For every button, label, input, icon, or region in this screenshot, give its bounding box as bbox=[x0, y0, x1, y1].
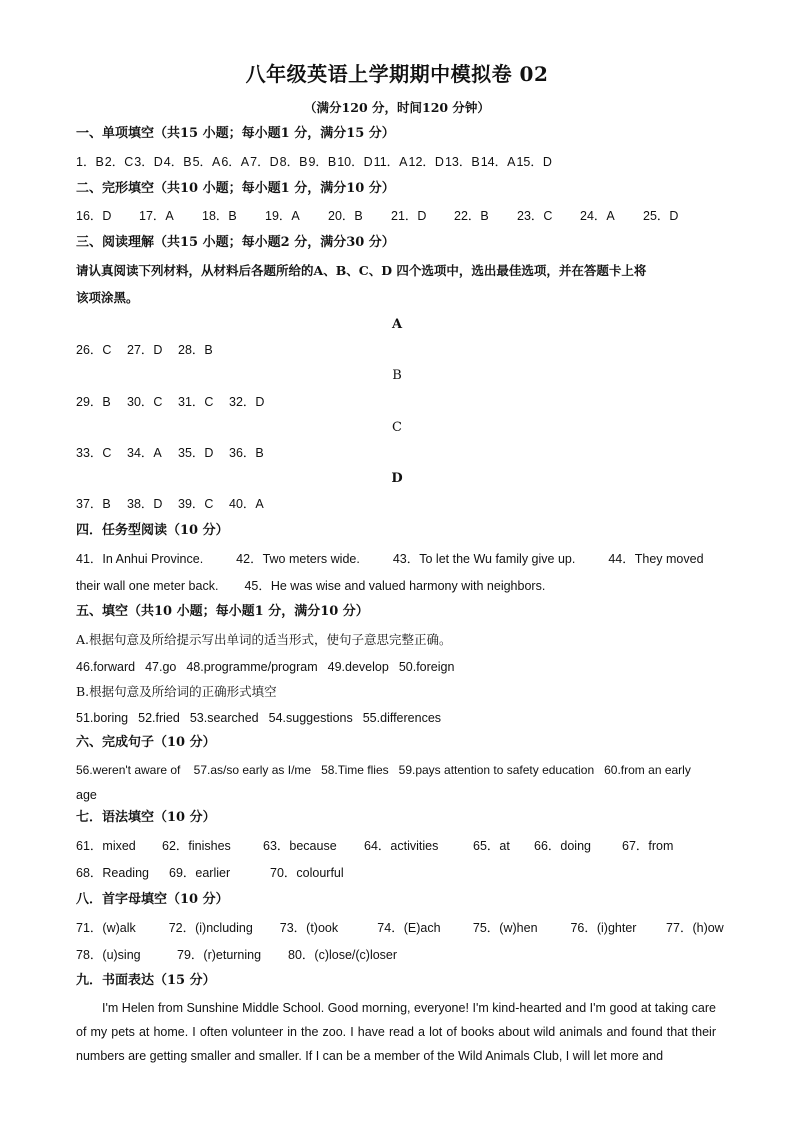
answer-item: 20．B bbox=[328, 209, 363, 223]
section-7-answers-row1 bbox=[76, 837, 724, 855]
answer-item: 76．(i)ghter bbox=[570, 921, 637, 935]
answer-item: 50.foreign bbox=[398, 660, 455, 674]
section-5-part-a-instruction: A.根据句意及所给提示写出单词的适当形式，使句子意思完整正确。 bbox=[76, 632, 452, 647]
section-2-answers bbox=[76, 207, 724, 225]
section-8-heading: 八．首字母填空（10 分） bbox=[76, 892, 229, 907]
section-6-answers-line2: age bbox=[76, 788, 97, 802]
answer-item: 74．(E)ach bbox=[377, 921, 441, 935]
answer-44: 44．They moved bbox=[608, 552, 704, 566]
answer-item: 47.go bbox=[145, 660, 177, 674]
answer-item: 70．colourful bbox=[270, 866, 344, 880]
part-c-answers bbox=[76, 444, 724, 462]
answer-item: 61．mixed bbox=[76, 839, 136, 853]
answer-item: 10．D bbox=[337, 155, 373, 169]
answer-45: 45．He was wise and valued harmony with neighbors. bbox=[244, 579, 546, 593]
answer-item: 31．C bbox=[178, 395, 214, 409]
answer-item: 52.fried bbox=[138, 711, 180, 725]
answer-item: 35．D bbox=[178, 446, 214, 460]
answer-item: 19．A bbox=[265, 209, 300, 223]
answer-item: 4．B bbox=[163, 155, 192, 169]
answer-44-cont: their wall one meter back. bbox=[76, 579, 219, 593]
answer-item: 80．(c)lose/(c)loser bbox=[288, 948, 398, 962]
answer-item: 62．finishes bbox=[162, 839, 231, 853]
answer-item: 77．(h)ow bbox=[666, 921, 724, 935]
answer-item: 64．activities bbox=[364, 839, 439, 853]
section-2-heading: 二、完形填空（共10 小题；每小题1 分，满分10 分） bbox=[76, 181, 395, 196]
section-3-instruction-cont: 该项涂黑。 bbox=[76, 290, 139, 305]
part-label-a: A bbox=[391, 317, 403, 332]
section-3-heading: 三、阅读理解（共15 小题；每小题2 分，满分30 分） bbox=[76, 235, 395, 250]
part-b-answers bbox=[76, 393, 724, 411]
answer-item: 75．(w)hen bbox=[472, 921, 538, 935]
section-4-answers-line2 bbox=[76, 577, 724, 595]
answer-item: 49.develop bbox=[327, 660, 389, 674]
section-6-answers-line1: 56.weren't aware of 57.as/so early as I/me 58.Time flies 59.pays attention to safety education 60.from an early bbox=[76, 763, 691, 777]
answer-item: 48.programme/program bbox=[186, 660, 318, 674]
answer-item: 6．A bbox=[221, 155, 250, 169]
answer-item: 69．earlier bbox=[169, 866, 231, 880]
section-7-heading: 七．语法填空（10 分） bbox=[76, 810, 216, 825]
section-7-answers-row2 bbox=[76, 864, 724, 882]
answer-item: 12．D bbox=[408, 155, 444, 169]
answer-item: 28．B bbox=[178, 343, 213, 357]
answer-41: 41．In Anhui Province. bbox=[76, 552, 204, 566]
answer-item: 34．A bbox=[127, 446, 162, 460]
answer-item: 9．B bbox=[308, 155, 337, 169]
section-8-answers-row1 bbox=[76, 919, 724, 937]
answer-item: 55.differences bbox=[362, 711, 442, 725]
answer-item: 51.boring bbox=[76, 711, 129, 725]
section-5-part-a-answers bbox=[76, 658, 724, 676]
section-5-part-b-instruction: B.根据句意及所给词的正确形式填空 bbox=[76, 684, 277, 699]
answer-item: 1．B bbox=[76, 155, 104, 169]
answer-item: 7．D bbox=[250, 155, 279, 169]
answer-item: 3．D bbox=[134, 155, 163, 169]
answer-item: 78．(u)sing bbox=[76, 948, 141, 962]
answer-item: 46.forward bbox=[76, 660, 136, 674]
page-subtitle: （满分120 分，时间120 分钟） bbox=[304, 100, 490, 115]
answer-item: 18．B bbox=[202, 209, 237, 223]
answer-item: 67．from bbox=[622, 839, 674, 853]
essay-paragraph: I'm Helen from Sunshine Middle School. Good morning, everyone! I'm kind-hearted and I'm good at taking care of my pets at home. I often volunteer in the zoo. I have read a lot of books about wild animals and found that their numbers are getting smaller and smaller. If I can be a member of the Wild Animals Club, I will let more and bbox=[76, 1001, 716, 1063]
section-5-part-b-answers bbox=[76, 709, 724, 727]
answer-item: 33．C bbox=[76, 446, 112, 460]
answer-item: 21．D bbox=[391, 209, 427, 223]
answer-item: 16．D bbox=[76, 209, 112, 223]
section-8-answers-row2 bbox=[76, 946, 724, 964]
answer-item: 27．D bbox=[127, 343, 163, 357]
section-5-heading: 五、填空（共10 小题；每小题1 分，满分10 分） bbox=[76, 604, 369, 619]
answer-item: 38．D bbox=[127, 497, 163, 511]
answer-43: 43．To let the Wu family give up. bbox=[392, 552, 576, 566]
answer-item: 36．B bbox=[229, 446, 264, 460]
answer-item: 5．A bbox=[192, 155, 221, 169]
section-4-answers-line1 bbox=[76, 550, 724, 568]
part-a-answers bbox=[76, 341, 724, 359]
answer-42: 42．Two meters wide. bbox=[236, 552, 360, 566]
answer-item: 39．C bbox=[178, 497, 214, 511]
answer-item: 15．D bbox=[516, 155, 552, 169]
answer-item: 37．B bbox=[76, 497, 111, 511]
answer-item: 63．because bbox=[263, 839, 337, 853]
answer-item: 26．C bbox=[76, 343, 112, 357]
answer-item: 73．(t)ook bbox=[279, 921, 339, 935]
answer-item: 14．A bbox=[480, 155, 516, 169]
answer-item: 65．at bbox=[473, 839, 510, 853]
answer-item: 71．(w)alk bbox=[76, 921, 136, 935]
answer-item: 68．Reading bbox=[76, 866, 149, 880]
answer-item: 17．A bbox=[139, 209, 174, 223]
section-6-heading: 六、完成句子（10 分） bbox=[76, 735, 216, 750]
answer-item: 11．A bbox=[373, 155, 408, 169]
answer-item: 66．doing bbox=[534, 839, 591, 853]
page-title: 八年级英语上学期期中模拟卷 02 bbox=[245, 62, 549, 86]
answer-item: 54.suggestions bbox=[268, 711, 353, 725]
answer-item: 24．A bbox=[580, 209, 615, 223]
part-d-answers bbox=[76, 495, 724, 513]
section-4-heading: 四．任务型阅读（10 分） bbox=[76, 523, 229, 538]
part-label-d: D bbox=[391, 471, 403, 486]
answer-item: 53.searched bbox=[189, 711, 259, 725]
section-1-heading: 一、单项填空（共15 小题；每小题1 分，满分15 分） bbox=[76, 126, 395, 141]
answer-item: 79．(r)eturning bbox=[177, 948, 262, 962]
answer-item: 32．D bbox=[229, 395, 265, 409]
answer-item: 23．C bbox=[517, 209, 553, 223]
answer-item: 2．C bbox=[104, 155, 134, 169]
section-9-heading: 九．书面表达（15 分） bbox=[76, 973, 216, 988]
answer-item: 13．B bbox=[444, 155, 480, 169]
answer-item: 29．B bbox=[76, 395, 111, 409]
answer-item: 72．(i)ncluding bbox=[168, 921, 253, 935]
answer-item: 40．A bbox=[229, 497, 264, 511]
answer-item: 22．B bbox=[454, 209, 489, 223]
part-label-c: C bbox=[392, 420, 402, 435]
answer-item: 25．D bbox=[643, 209, 679, 223]
answer-item: 8．B bbox=[279, 155, 308, 169]
part-label-b: B bbox=[392, 368, 402, 383]
section-3-instruction: 请认真阅读下列材料，从材料后各题所给的A、B、C、D 四个选项中，选出最佳选项，并在答题卡上将 bbox=[76, 263, 647, 278]
answer-item: 30．C bbox=[127, 395, 163, 409]
section-1-answers bbox=[76, 153, 724, 171]
